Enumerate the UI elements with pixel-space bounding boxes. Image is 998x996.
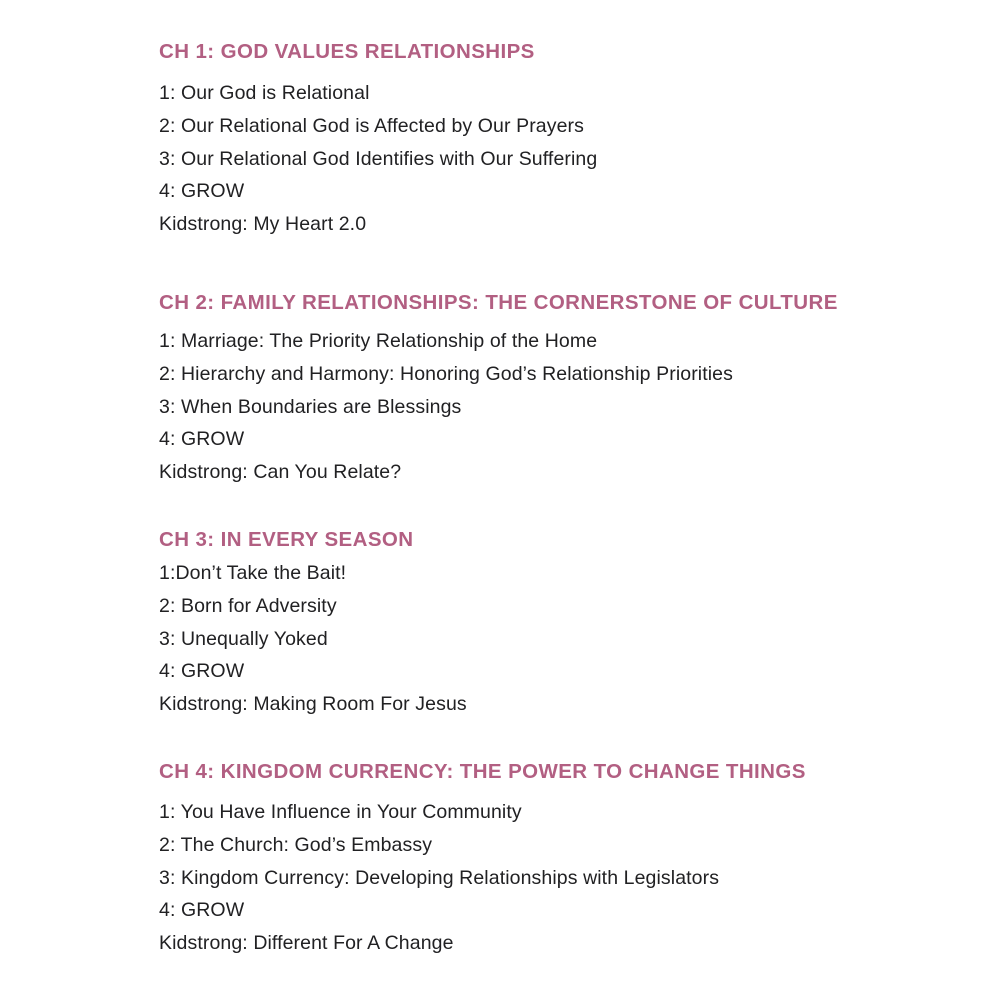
toc-item: 4: GROW bbox=[159, 660, 245, 683]
toc-item: Kidstrong: Different For A Change bbox=[159, 932, 454, 955]
toc-item: 1: Marriage: The Priority Relationship of the Home bbox=[159, 329, 598, 352]
toc-section-ch2 bbox=[159, 286, 958, 489]
toc-item: 3: When Boundaries are Blessings bbox=[159, 395, 462, 418]
toc-item: 1: Our God is Relational bbox=[159, 82, 370, 104]
toc-item: 1: You Have Influence in Your Community bbox=[159, 800, 522, 823]
chapter-heading: CH 3: IN EVERY SEASON bbox=[159, 527, 414, 551]
toc-section-ch3 bbox=[159, 523, 958, 721]
toc-item: 3: Kingdom Currency: Developing Relationships with Legislators bbox=[159, 866, 720, 889]
toc-item: 3: Unequally Yoked bbox=[159, 627, 328, 650]
toc-item: 4: GROW bbox=[159, 899, 245, 922]
toc-item: 4: GROW bbox=[159, 428, 245, 451]
toc-item: Kidstrong: My Heart 2.0 bbox=[159, 213, 367, 236]
toc-item: Kidstrong: Making Room For Jesus bbox=[159, 693, 467, 716]
chapter-heading: CH 2: FAMILY RELATIONSHIPS: THE CORNERSTONE OF CULTURE bbox=[159, 290, 838, 314]
toc-item: 2: Our Relational God is Affected by Our Prayers bbox=[159, 114, 584, 137]
toc-item: 2: The Church: God’s Embassy bbox=[159, 833, 433, 856]
toc-item: 3: Our Relational God Identifies with Our Suffering bbox=[159, 147, 598, 170]
toc-item: 4: GROW bbox=[159, 180, 245, 203]
toc-section-ch1 bbox=[159, 35, 958, 241]
chapter-heading: CH 4: KINGDOM CURRENCY: THE POWER TO CHANGE THINGS bbox=[159, 759, 806, 783]
toc-item: 1:Don’t Take the Bait! bbox=[159, 561, 347, 584]
toc-item: 2: Hierarchy and Harmony: Honoring God’s Relationship Priorities bbox=[159, 362, 733, 385]
toc-section-ch4 bbox=[159, 755, 958, 960]
toc-item: Kidstrong: Can You Relate? bbox=[159, 461, 402, 484]
toc-item: 2: Born for Adversity bbox=[159, 594, 337, 617]
chapter-heading: CH 1: GOD VALUES RELATIONSHIPS bbox=[159, 40, 535, 63]
